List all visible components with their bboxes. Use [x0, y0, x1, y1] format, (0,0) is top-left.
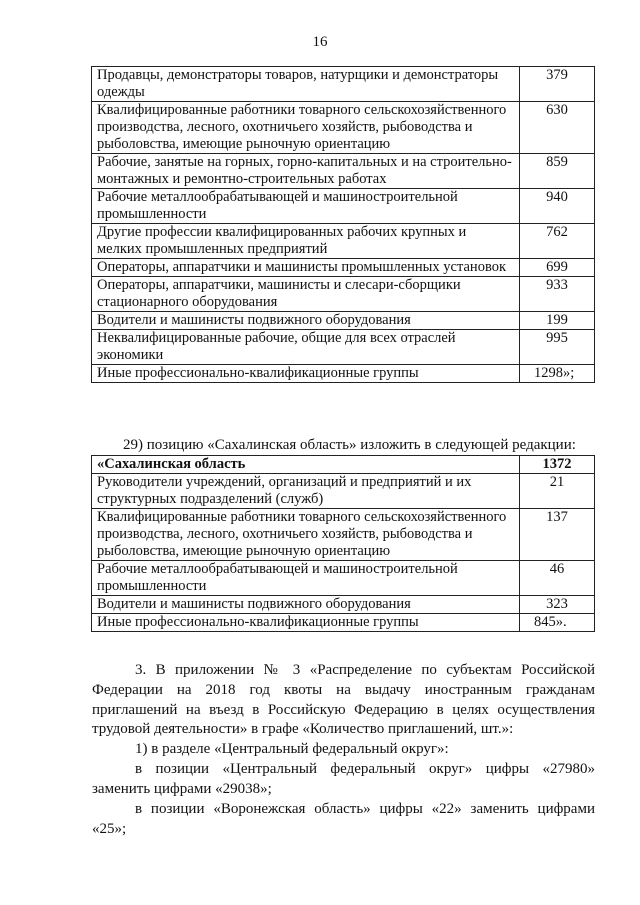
occupation-name: Неквалифицированные рабочие, общие для всех отраслей экономики	[92, 330, 520, 365]
sakhalin-quota-table	[91, 455, 595, 632]
quota-value: 1298»;	[520, 365, 595, 383]
table-row	[92, 596, 595, 614]
table-row	[92, 509, 595, 561]
occupations-quota-table	[91, 66, 595, 383]
quota-value: 137	[520, 509, 595, 561]
occupation-name: Другие профессии квалифицированных рабочих крупных и мелких промышленных предприятий	[92, 224, 520, 259]
quota-value: 379	[520, 67, 595, 102]
quota-value: 323	[520, 596, 595, 614]
occupation-name: Иные профессионально-квалификационные группы	[92, 365, 520, 383]
table-row	[92, 224, 595, 259]
occupation-name: Операторы, аппаратчики, машинисты и слесари-сборщики стационарного оборудования	[92, 277, 520, 312]
cfo-position-line-1: в позиции «Центральный федеральный округ» цифры «27980»	[135, 761, 595, 777]
region-total: 1372	[520, 456, 595, 474]
region-name: «Сахалинская область	[92, 456, 520, 474]
quota-value: 933	[520, 277, 595, 312]
occupation-name: Квалифицированные работники товарного сельскохозяйственного производства, лесного, охотничьего хозяйств, рыбоводства и рыболовства, имеющие рыночную ориентацию	[92, 102, 520, 154]
table-row	[92, 67, 595, 102]
quota-value: 995	[520, 330, 595, 365]
occupation-name: Рабочие металлообрабатывающей и машиностроительной промышленности	[92, 561, 520, 596]
occupation-name: Водители и машинисты подвижного оборудования	[92, 596, 520, 614]
paragraph-3-line-1: 3. В приложении № 3 «Распределение по субъектам Российской	[135, 662, 595, 678]
table-row	[92, 614, 595, 632]
table-row	[92, 474, 595, 509]
section-cfo-text: 1) в разделе «Центральный федеральный округ»:	[135, 741, 449, 757]
quota-value: 46	[520, 561, 595, 596]
occupation-name: Квалифицированные работники товарного сельскохозяйственного производства, лесного, охотничьего хозяйств, рыбоводства и рыболовства, имеющие рыночную ориентацию	[92, 509, 520, 561]
occupation-name: Рабочие металлообрабатывающей и машиностроительной промышленности	[92, 189, 520, 224]
table-row	[92, 330, 595, 365]
voronezh-position-line-2: «25»;	[92, 821, 127, 837]
cfo-position-line-2: заменить цифрами «29038»;	[92, 781, 272, 797]
occupation-name: Иные профессионально-квалификационные группы	[92, 614, 520, 632]
table-row	[92, 365, 595, 383]
table-row	[92, 561, 595, 596]
voronezh-position-line-1: в позиции «Воронежская область» цифры «22» заменить цифрами	[135, 801, 595, 817]
item-29-text: 29) позицию «Сахалинская область» изложить в следующей редакции:	[123, 437, 576, 453]
quota-value: 699	[520, 259, 595, 277]
table-row	[92, 154, 595, 189]
occupation-name: Операторы, аппаратчики и машинисты промышленных установок	[92, 259, 520, 277]
quota-value: 21	[520, 474, 595, 509]
quota-value: 845».	[520, 614, 595, 632]
paragraph-3-line-2: Федерации на 2018 год квоты на выдачу иностранным гражданам	[92, 682, 595, 698]
quota-value: 940	[520, 189, 595, 224]
paragraph-3-line-4: трудовой деятельности» в графе «Количество приглашений, шт.»:	[92, 721, 514, 737]
occupation-name: Руководители учреждений, организаций и предприятий и их структурных подразделений (служб)	[92, 474, 520, 509]
table-row	[92, 259, 595, 277]
occupation-name: Водители и машинисты подвижного оборудования	[92, 312, 520, 330]
occupation-name: Рабочие, занятые на горных, горно-капитальных и на строительно-монтажных и ремонтно-строительных работах	[92, 154, 520, 189]
quota-value: 859	[520, 154, 595, 189]
occupation-name: Продавцы, демонстраторы товаров, натурщики и демонстраторы одежды	[92, 67, 520, 102]
table-row	[92, 189, 595, 224]
table-row	[92, 102, 595, 154]
table-row	[92, 312, 595, 330]
table-row	[92, 277, 595, 312]
quota-value: 762	[520, 224, 595, 259]
page-number: 16	[312, 34, 328, 50]
table-header-row	[92, 456, 595, 474]
quota-value: 199	[520, 312, 595, 330]
paragraph-3-line-3: приглашений на въезд в Российскую Федерацию в целях осуществления	[92, 702, 595, 718]
quota-value: 630	[520, 102, 595, 154]
